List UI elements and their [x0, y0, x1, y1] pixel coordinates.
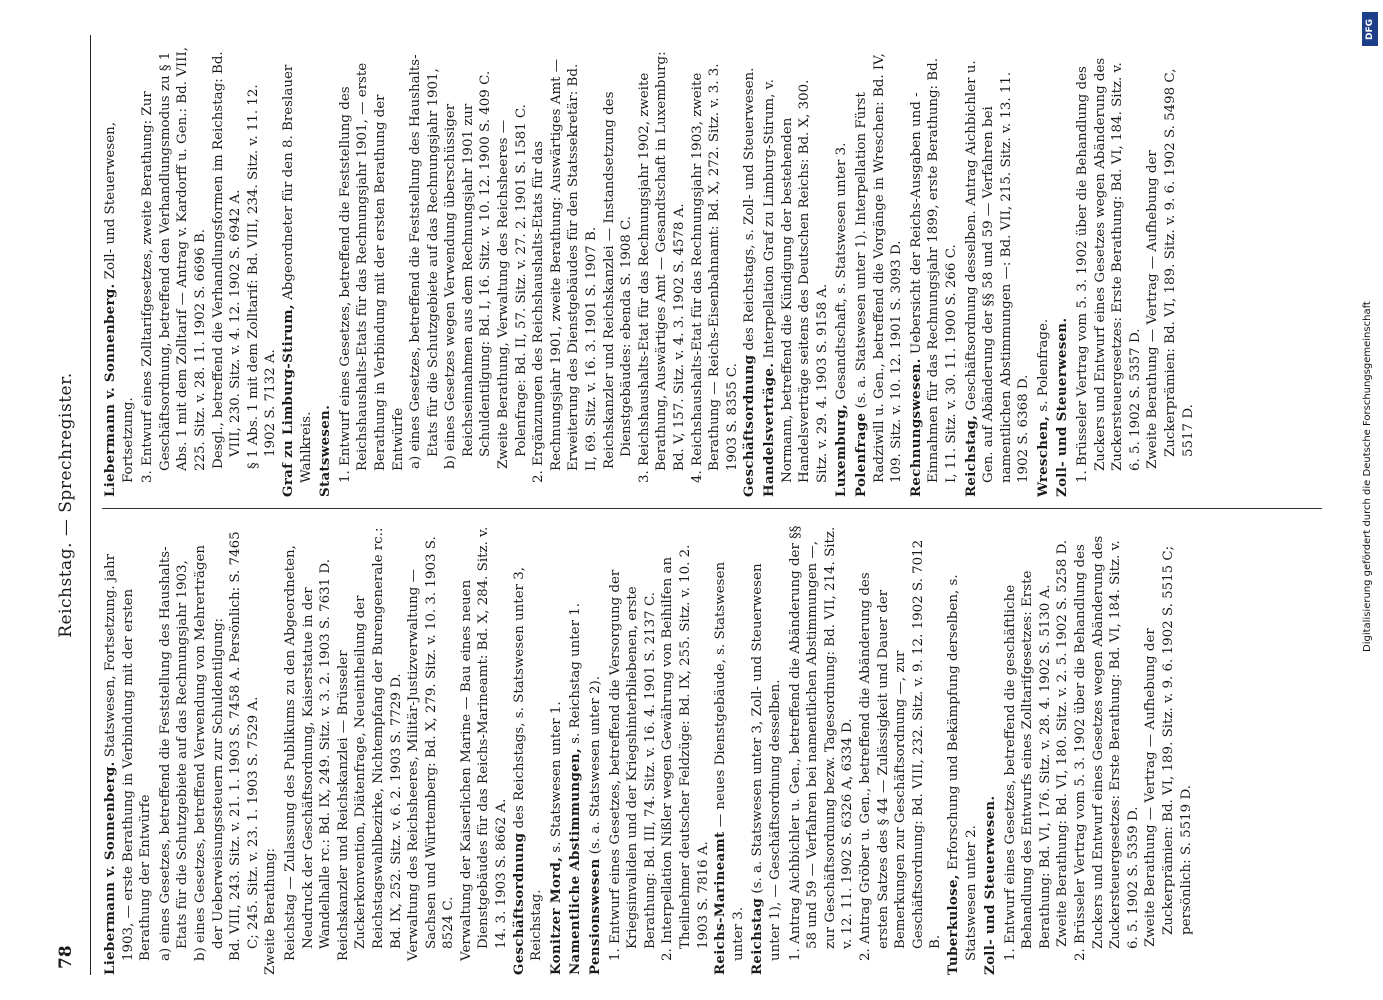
entry-text: Interpellation Graf zu Limburg-Stirum, v. Normann, betreffend die Kündigung der bestehenden Handelsverträge seitens des Deutschen Reichs: Bd. X, 300. Sitz. v. 29. 4. 1903 S. 9158 A.	[761, 79, 830, 483]
index-entry	[337, 47, 407, 497]
entry-text: Zweite Berathung: Bd. VI, 180. Sitz. v. 2. 5. 1902 S. 5258 D.	[1055, 539, 1071, 947]
entry-text: Verwaltung des Reichsheeres, Militär-Justizverwaltung — Sachsen und Württemberg: Bd. X, 279. Sitz. v. 10. 3. 1903 S. 8524 C.	[406, 536, 457, 961]
entry-heading: Polenfrage	[852, 412, 869, 497]
entry-text: 2. Antrag Gröber u. Gen., betreffend die Abänderung des ersten Satzes des § 44 — Zulässigkeit und Dauer der Bemerkungen zur Geschäftsordnung —, zur Geschäftsordnung: Bd. VIII, 232. Sitz. v. 9. 12. 1902 S. 7012 B.	[857, 539, 944, 961]
entry-heading: Graf zu Limburg-Stirum,	[279, 304, 296, 497]
index-entry	[280, 47, 315, 497]
entry-text: Verwaltung der Kaiserlichen Marine — Bau eines neuen Dienstgebäudes für das Reichs-Marineamt: Bd. X, 284. Sitz. v. 14. 3. 1903 S. 8662 A.	[458, 526, 510, 961]
rotated-page	[50, 35, 1340, 975]
entry-text: 1. Brüsseler Vertrag vom 5. 3. 1902 über die Behandlung des Zuckers und Entwurf eines Gesetzes wegen Abänderung des Zuckersteuergesetzes: Erste Berathung: Bd. VI, 184. Sitz. v. 6. 5. 1902 S. 5357 D.	[1075, 57, 1143, 483]
left-column	[102, 525, 1327, 975]
index-entry	[262, 525, 280, 975]
index-entry	[853, 47, 906, 497]
index-entry	[787, 525, 857, 975]
index-entry	[1142, 525, 1195, 975]
entry-text: 1. Entwurf eines Gesetzes, betreffend die Feststellung des Reichshaushalts-Etats für das Rechnungsjahr 1901, — erste Berathung in Verbindung mit der ersten Berathung der Entwürfe	[337, 62, 406, 483]
entry-text: 1. Entwurf eines Gesetzes, betreffend die geschäftliche Behandlung des Entwurfs eines Zolltarifgesetzes: Erste Berathung: Bd. VI, 176. Sitz. v. 28. 4. 1902 S. 5130 A.	[1002, 570, 1053, 961]
entry-heading: Zoll- und Steuerwesen.	[1054, 317, 1071, 497]
entry-text: Uebersicht der Reichs-Ausgaben und -Einnahmen für das Rechnungsjahr 1899, erste Berathung: Bd. I, 11. Sitz. v. 30. 11. 1900 S. 266 C.	[908, 58, 959, 483]
entry-text: Geschäftsordnung desselben. Antrag Aichbichler u. Gen. auf Abänderung der §§ 58 und 59 — Verfahren bei namentlichen Abstimmungen —: Bd. VII, 215. Sitz. v. 13. 11. 1902 S. 6368 D.	[963, 60, 1032, 483]
entry-heading: Rechnungswesen.	[907, 358, 924, 497]
entry-text: s. Statswesen unter 1.	[548, 701, 564, 853]
index-entry	[741, 47, 759, 497]
entry-text: 3. Entwurf eines Zolltarifgesetzes, zweite Berathung: Zur Geschäftsordnung, betreffend den Verhandlungsmodus zu § 1 Abs. 1 mit dem Zolltarif — Antrag v. Kardorff u. Gen.: Bd. VIII, 225. Sitz. v. 28. 11. 1902 S. 6696 B.	[140, 47, 208, 483]
entry-text: — neues Dienstgebäude, s. Statswesen unter 3.	[713, 561, 746, 961]
entry-text: a) eines Gesetzes, betreffend die Feststellung des Haushalts-Etats für die Schutzgebiete auf das Rechnungsjahr 1901,	[408, 54, 441, 469]
index-entry	[405, 525, 458, 975]
index-entry	[761, 47, 831, 497]
index-entry	[749, 525, 784, 975]
index-entry	[317, 47, 335, 497]
entry-heading: Reichstag,	[962, 414, 979, 497]
entry-heading: Pensionswesen	[587, 858, 604, 975]
entry-text: § 1 Abs. 1 mit dem Zolltarif: Bd. VIII, 234. Sitz. v. 11. 12. 1902 S. 7132 A.	[245, 84, 279, 469]
index-entry	[192, 525, 227, 975]
entry-text: 2. Ergänzungen des Reichshaushalts-Etats für das Rechnungsjahr 1901, zweite Berathung: Auswärtiges Amt — Erweiterung des Dienstgebäudes für den Statssekretär: Bd. II, 69. Sitz. v. 16. 3. 1901 S. 1907 B.	[531, 58, 600, 483]
entry-text: Zweite Berathung — Vertrag — Aufhebung der Zuckerprämien: Bd. VI, 189. Sitz. v. 9. 6. 1902 S. 5498 C, 5517 D.	[1145, 68, 1196, 469]
entry-heading: Luxemburg,	[833, 403, 850, 497]
index-entry	[636, 47, 689, 497]
index-entry	[587, 525, 605, 975]
entry-text: Bd. VIII, 243. Sitz. v. 21. 1. 1903 S. 7458 A. Persönlich: S. 7465 C; 245. Sitz. v. 23. 1. 1903 S. 7529 A.	[228, 531, 261, 961]
entry-text: 3. Reichshaushalts-Etat für das Rechnungsjahr 1902, zweite Berathung, Auswärtiges Amt — Gesandtschaft in Luxemburg: Bd. V, 157. Sitz. v. 4. 3. 1902 S. 4578 A.	[636, 51, 687, 483]
entry-text: Abgeordneter für den 8. Breslauer Wahlkreis.	[280, 64, 314, 483]
dfg-logo: DFG	[1362, 12, 1378, 46]
entry-text: 2. Interpellation Nißler wegen Gewährung von Beihilfen an Theilnehmer deutscher Feldzüge: Bd. IX, 255. Sitz. v. 10. 2. 1903 S. 7816 A.	[660, 544, 711, 961]
index-entry	[495, 47, 530, 497]
index-entry	[963, 47, 1033, 497]
entry-heading: Tuberkulose,	[944, 874, 961, 975]
index-entry	[210, 47, 245, 497]
entry-text: (s. a. Statswesen unter 3, Zoll- und Steuerwesen unter 1), — Geschäftsordnung desselben.	[750, 563, 783, 961]
running-title: Reichstag. — Sprechregister.	[56, 372, 76, 638]
index-entry	[857, 525, 945, 975]
entry-text: des Reichstags, s. Zoll- und Steuerwesen.	[742, 67, 758, 351]
index-entry	[227, 525, 262, 975]
entry-text: (s. a. Statswesen unter 1). Interpellation Fürst Radziwill u. Gen., betreffend die Vorgänge in Wreschen: Bd. IV, 109. Sitz. v. 10. 12. 1901 S. 3093 D.	[853, 53, 905, 483]
entry-heading: Konitzer Mord,	[547, 856, 564, 975]
index-entry	[458, 525, 511, 975]
entry-text: (s. a. Statswesen unter 2).	[588, 676, 604, 855]
index-entry	[833, 47, 851, 497]
index-entry	[1074, 47, 1144, 497]
entry-text: Reichstag — Zulassung des Publikums zu den Abgeordneten, Neudruck der Geschäftsordnung, Kaiserstatue in der Wandelhalle rc.: Bd. IX, 249. Sitz. v. 3. 2. 1903 S. 7631 D.	[282, 545, 334, 961]
entry-text: b) eines Gesetzes wegen Verwendung überschüssiger Reichseinnahmen aus dem Rechnungsjahr 1901 zur Schuldentilgung: Bd. I, 16. Sitz. v. 10. 12. 1900 S. 409 C.	[443, 70, 494, 469]
entry-text: Reichskanzler und Reichskanzlei — Instandsetzung des Dienstgebäudes: ebenda S. 1908 C.	[601, 91, 635, 469]
index-entry	[1054, 525, 1072, 975]
index-entry	[982, 525, 1000, 975]
column-divider	[102, 508, 1322, 509]
index-entry	[1072, 525, 1142, 975]
entry-heading: Geschäftsordnung	[741, 354, 758, 497]
index-entry	[601, 47, 636, 497]
page-number: 78	[56, 945, 76, 969]
entry-text: 2. Brüsseler Vertrag vom 5. 3. 1902 über die Behandlung des Zuckers und Entwurf eines Gesetzes wegen Abänderung des Zuckersteuergesetzes: Erste Berathung: Bd. VI, 184. Sitz. v. 6. 5. 1902 S. 5359 D.	[1073, 535, 1141, 961]
entry-heading: Namentliche Abstimmungen,	[567, 748, 584, 975]
index-entry	[102, 47, 137, 497]
dfg-stamp	[1360, 8, 1382, 1000]
index-entry	[511, 525, 546, 975]
index-entry	[157, 525, 192, 975]
index-entry	[530, 47, 600, 497]
index-entry	[945, 525, 980, 975]
index-entry	[282, 525, 335, 975]
index-entry	[689, 47, 742, 497]
right-column	[102, 47, 1327, 497]
entry-text: des Reichstags, s. Statswesen unter 3, Reichstag.	[511, 567, 545, 961]
entry-heading: Statswesen.	[317, 404, 334, 497]
entry-heading: Handelsverträge.	[760, 362, 777, 497]
index-entry	[407, 47, 442, 497]
entry-text: Erforschung und Bekämpfung derselben, s. Statswesen unter 2.	[945, 574, 979, 961]
index-entry	[335, 525, 405, 975]
entry-heading: Liebermann v. Sonnenberg.	[102, 761, 118, 975]
entry-text: Gesandtschaft, s. Statswesen unter 3.	[834, 142, 850, 400]
entry-text: Zweite Berathung, Verwaltung des Reichsheeres — Polenfrage: Bd. II, 57. Sitz. v. 27. 2. 1901 S. 1581 C.	[496, 104, 529, 469]
entry-text: Zweite Berathung — Vertrag — Aufhebung der Zuckerprämien: Bd. VI, 189. Sitz. v. 9. 6. 1902 S. 5515 C; persönlich: S. 5519 D.	[1143, 545, 1194, 947]
entry-text: a) eines Gesetzes, betreffend die Feststellung des Haushalts-Etats für die Schutzgebiete auf das Rechnungsjahr 1903,	[157, 546, 191, 961]
entry-heading: Liebermann v. Sonnenberg.	[102, 283, 118, 497]
entry-heading: Zoll- und Steuerwesen.	[982, 795, 999, 975]
entry-text: s. Reichstag unter 1.	[568, 602, 584, 744]
dfg-funding-note: Digitalisierung gefördert durch die Deutsche Forschungsgemeinschaft	[1362, 301, 1373, 652]
page-header	[50, 35, 91, 975]
entry-heading: Wreschen,	[1034, 415, 1051, 497]
index-entry	[908, 47, 961, 497]
index-entry	[1144, 47, 1197, 497]
index-entry	[712, 525, 747, 975]
entry-heading: Reichstag	[749, 897, 766, 975]
index-entry	[102, 525, 155, 975]
index-entry	[1035, 47, 1053, 497]
entry-text: 4. Reichshaushalts-Etat für das Rechnungsjahr 1903, zweite Berathung — Reichs-Eisenbahnamt: Bd. X, 272. Sitz. v. 3. 3. 1903 S. 8355 C.	[689, 63, 740, 483]
entry-heading: Geschäftsordnung	[510, 832, 527, 975]
entry-text: 1. Antrag Aichbichler u. Gen., betreffend die Abänderung der §§ 58 und 59 — Verfahren bei namentlichen Abstimmungen —, zur Geschäftsordnung bezw. Tagesordnung: Bd. VII, 214. Sitz. v. 12. 11. 1902 S. 6326 A, 6334 D.	[787, 525, 856, 961]
entry-text: Desgl., betreffend die Verhandlungsformen im Reichstag: Bd. VIII, 230. Sitz. v. 4. 12. 1902 S. 6942 A.	[210, 51, 244, 469]
index-entry	[1002, 525, 1055, 975]
entry-text: Zweite Berathung:	[263, 847, 279, 975]
entry-heading: Reichs-Marineamt	[712, 831, 729, 975]
index-entry	[1054, 47, 1072, 497]
entry-text: s. Polenfrage.	[1035, 318, 1051, 412]
index-entry	[567, 525, 585, 975]
entry-text: Statswesen, Fortsetzung. jahr 1903, — erste Berathung in Verbindung mit der ersten Berathung der Entwürfe	[103, 554, 154, 961]
entry-text: b) eines Gesetzes, betreffend Verwendung von Mehrerträgen der Ueberweisungssteuern zur Schuldentilgung:	[192, 545, 226, 961]
index-entry	[607, 525, 660, 975]
index-entry	[245, 47, 280, 497]
index-entry	[139, 47, 209, 497]
entry-text: 1. Entwurf eines Gesetzes, betreffend die Versorgung der Kriegsinvaliden und der Kriegshinterbliebenen, erste Berathung: Bd. III, 74. Sitz. v. 16. 4. 1901 S. 2137 C.	[607, 569, 658, 961]
entry-text: Zoll- und Steuerwesen, Fortsetzung.	[103, 121, 136, 483]
index-entry	[442, 47, 495, 497]
index-entry	[548, 525, 566, 975]
index-entry	[659, 525, 712, 975]
entry-text: Reichskanzler und Reichskanzlei — Brüsseler Zuckerkonvention, Diätenfrage, Neueintheilung der Reichstagswahlbezirke, Nichtempfang der Burengenerale rc.: Bd. IX, 252. Sitz. v. 6. 2. 1903 S. 7729 D.	[335, 527, 404, 961]
